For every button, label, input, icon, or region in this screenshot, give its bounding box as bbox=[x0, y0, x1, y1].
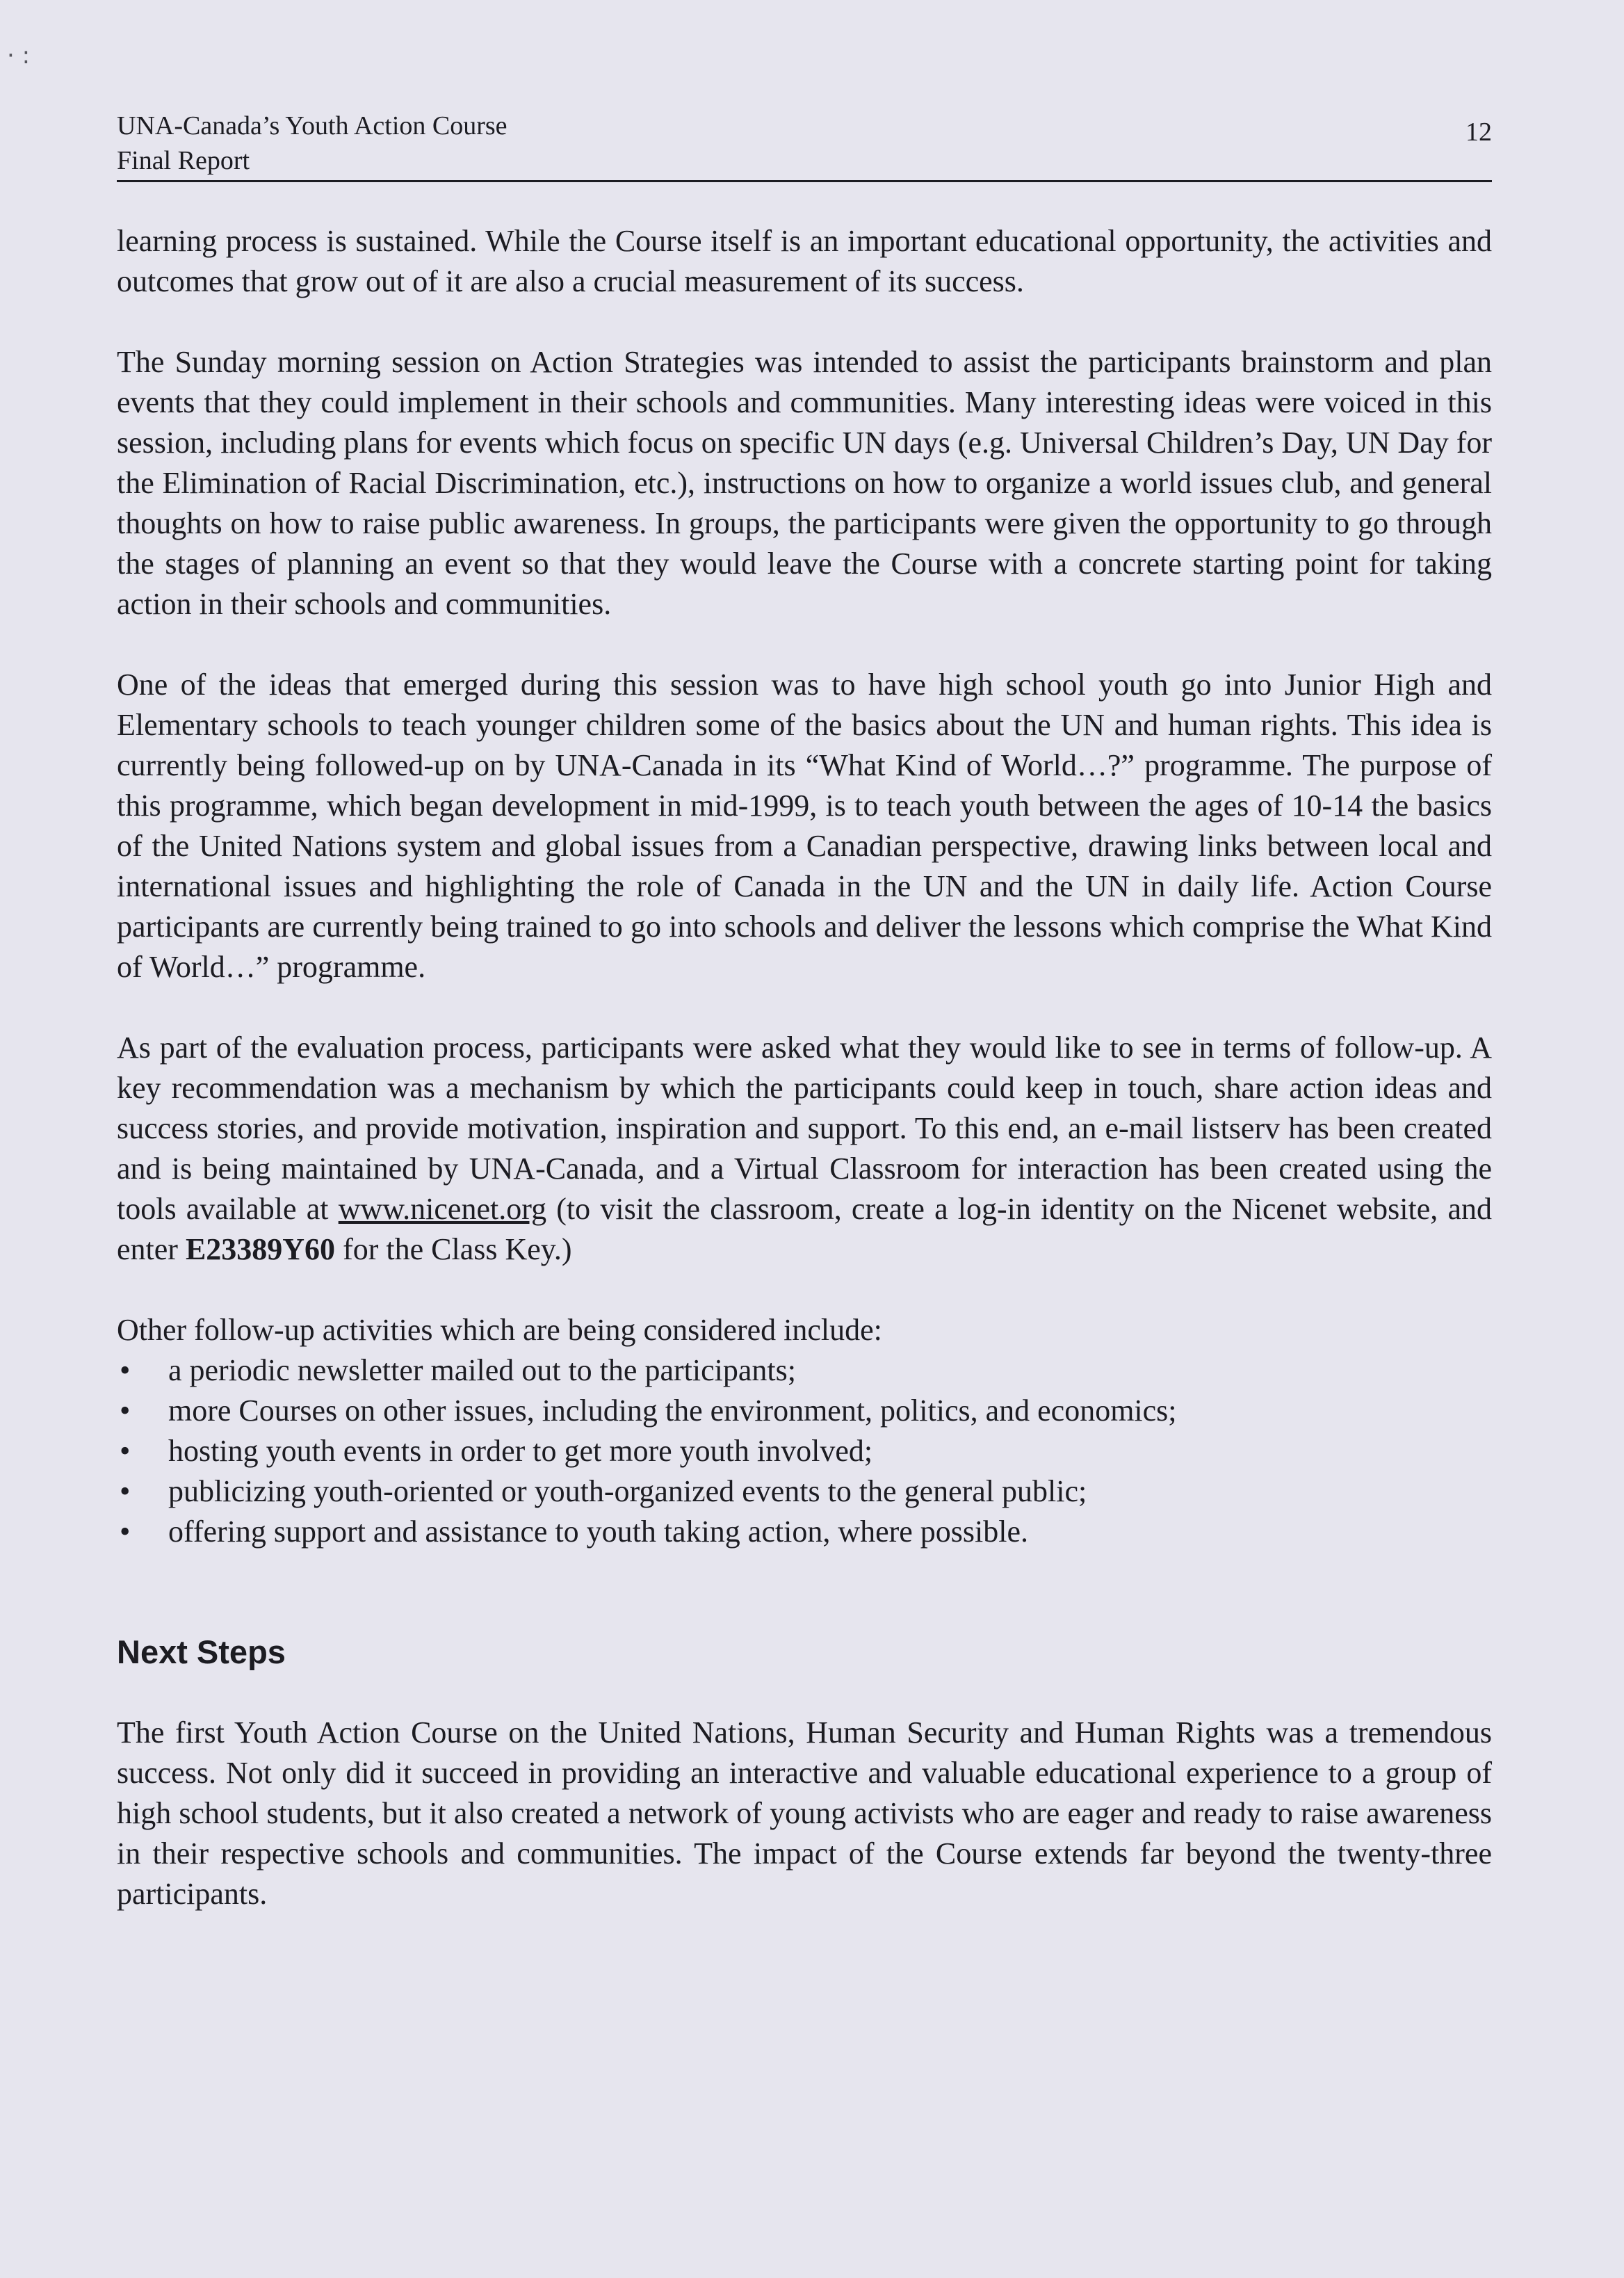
paragraph-evaluation bbox=[117, 1028, 1492, 1270]
paragraph-evaluation-text-2: (to visit the classroom, create a log-in identity on the Nicenet website, and enter bbox=[117, 1192, 1492, 1266]
paragraph-action-strategies: The Sunday morning session on Action Strategies was intended to assist the participants brainstorm and plan events that they could implement in their schools and communities. Many interesting ideas were voiced in this session, including plans for events which focus on specific UN days (e.g. Universal Children’s Day, UN Day for the Elimination of Racial Discrimination, etc.), instructions on how to organize a world issues club, and general thoughts on how to raise public awareness. In groups, the participants were given the opportunity to go through the stages of planning an event so that they would leave the Course with a concrete starting point for taking action in their schools and communities. bbox=[117, 345, 1492, 621]
list-item: • hosting youth events in order to get more youth involved; bbox=[117, 1431, 1492, 1471]
section-heading-next-steps: Next Steps bbox=[117, 1633, 286, 1670]
paragraph-evaluation-text-3: for the Class Key.) bbox=[335, 1232, 572, 1266]
body-text bbox=[117, 221, 1492, 1955]
list-item: • more Courses on other issues, including the environment, politics, and economics; bbox=[117, 1391, 1492, 1431]
followup-intro: Other follow-up activities which are being considered include: bbox=[117, 1313, 882, 1347]
header-rule bbox=[117, 180, 1492, 182]
followup-list bbox=[117, 1350, 1492, 1552]
scan-speck-mark: · : bbox=[7, 42, 31, 70]
page-number: 12 bbox=[1465, 118, 1492, 147]
paragraph-evaluation-text: As part of the evaluation process, participants were asked what they would like to see in terms of follow-up. A key recommendation was a mechanism by which the participants could keep in touch, share action ideas and success stories, and provide motivation, inspiration and support. To this end, an e-mail listserv has been created and is being maintained by UNA-Canada, and a Virtual Classroom for interaction has been created using the tools available at bbox=[117, 1031, 1492, 1226]
list-item: • publicizing youth-oriented or youth-organized events to the general public; bbox=[117, 1471, 1492, 1512]
header-subtitle: Final Report bbox=[117, 146, 250, 175]
nicenet-link[interactable]: www.nicenet.org bbox=[338, 1192, 547, 1226]
header-title: UNA-Canada’s Youth Action Course bbox=[117, 111, 508, 140]
paragraph-what-kind-of-world: One of the ideas that emerged during this session was to have high school youth go into Junior High and Elementary schools to teach younger children some of the basics about the UN and human rights. This idea is currently being followed-up on by UNA-Canada in its “What Kind of World…?” programme. The purpose of this programme, which began development in mid-1999, is to teach youth between the ages of 10-14 the basics of the United Nations system and global issues from a Canadian perspective, drawing links between local and international issues and highlighting the role of Canada in the UN and the UN in daily life. Action Course participants are currently being trained to go into schools and deliver the lessons which comprise the What Kind of World…” programme. bbox=[117, 668, 1492, 984]
list-item: • a periodic newsletter mailed out to the participants; bbox=[117, 1350, 1492, 1391]
class-key: E23389Y60 bbox=[185, 1232, 336, 1266]
paragraph-next-steps: The first Youth Action Course on the United Nations, Human Security and Human Rights was a tremendous success. Not only did it succeed in providing an interactive and valuable educational experience to a group of high school students, but it also created a network of young activists who are eager and ready to raise awareness in their respective schools and communities. The impact of the Course extends far beyond the twenty-three participants. bbox=[117, 1715, 1492, 1911]
paragraph-continuation: learning process is sustained. While the Course itself is an important educational opportunity, the activities and outcomes that grow out of it are also a crucial measurement of its success. bbox=[117, 224, 1492, 298]
list-item: • offering support and assistance to youth taking action, where possible. bbox=[117, 1512, 1492, 1552]
page-header bbox=[117, 108, 1492, 182]
